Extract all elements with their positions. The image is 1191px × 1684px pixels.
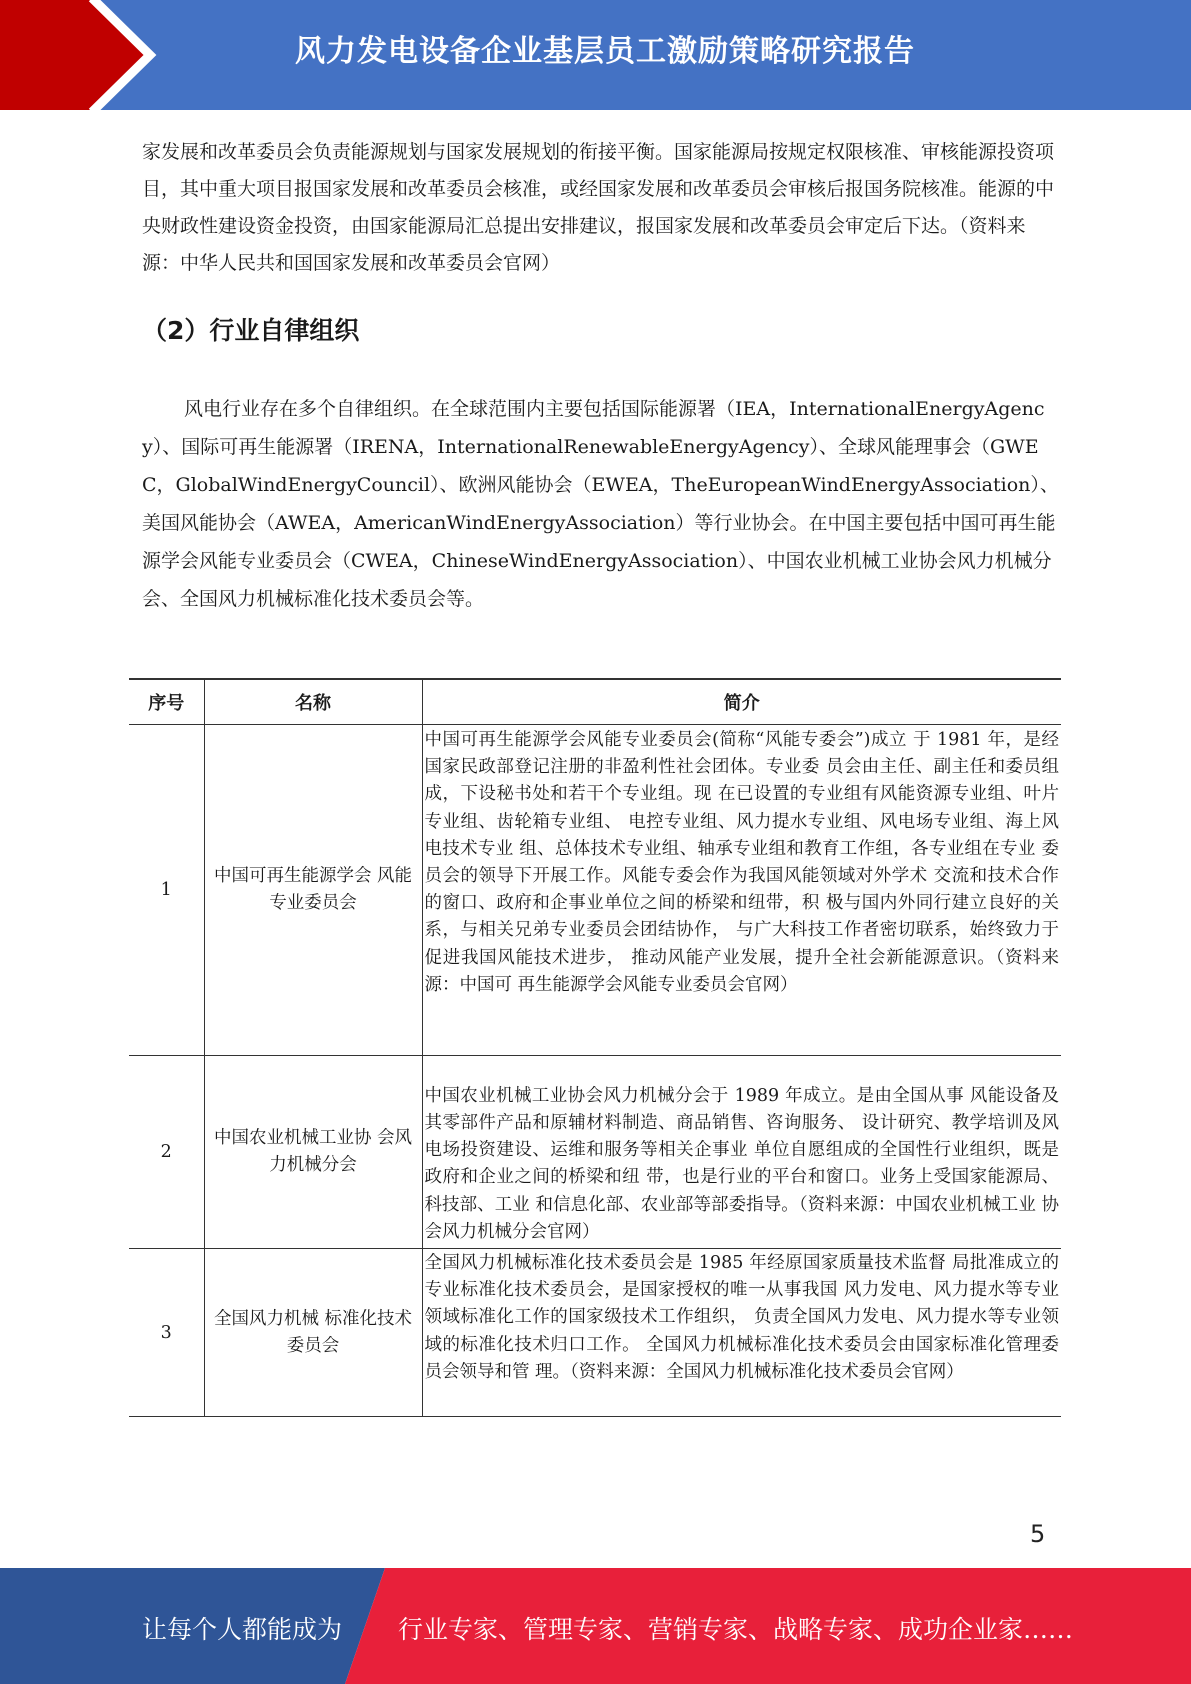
organization-name: 中国农业机械工业协 会风力机械分会 xyxy=(204,1056,422,1249)
section-heading: （2）行业自律组织 xyxy=(142,316,360,345)
report-title: 风力发电设备企业基层员工激励策略研究报告 xyxy=(295,34,915,69)
body-paragraph-2: 风电行业存在多个自律组织。在全球范围内主要包括国际能源署（IEA，InternationalEnergyAgency）、国际可再生能源署（IRENA，InternationalRenewableEnergyAgency）、全球风能理事会（GWEC，GlobalWindEnergyCouncil）、欧洲风能协会（EWEA，TheEuropeanWindEnergyAssociation）、美国风能协会（AWEA，AmericanWindEnergyAssociation）等行业协会。在中国主要包括中国可再生能源学会风能专业委员会（CWEA，ChineseWindEnergyAssociation）、中国农业机械工业协会风力机械分会、全国风力机械标准化技术委员会等。 xyxy=(142,398,1059,610)
header-arrow-decoration xyxy=(0,0,160,110)
row-number: 3 xyxy=(129,1249,204,1417)
row-number: 2 xyxy=(129,1056,204,1249)
organization-description: 中国农业机械工业协会风力机械分会于 1989 年成立。是由全国从事 风能设备及其零部件产品和原辅材料制造、商品销售、咨询服务、 设计研究、教学培训及风电场投资建设、运维和服务等相关企事业 单位自愿组成的全国性行业组织，既是政府和企业之间的桥梁和纽 带，也是行业的平台和窗口。业务上受国家能源局、科技部、工业 和信息化部、农业部等部委指导。（资料来源：中国农业机械工业 协会风力机械分会官网） xyxy=(422,1056,1061,1249)
organization-description: 全国风力机械标准化技术委员会是 1985 年经原国家质量技术监督 局批准成立的专业标准化技术委员会，是国家授权的唯一从事我国 风力发电、风力提水等专业领域标准化工作的国家级技术工作组织， 负责全国风力发电、风力提水等专业领域的标准化技术归口工作。 全国风力机械标准化技术委员会由国家标准化管理委员会领导和管 理。（资料来源：全国风力机械标准化技术委员会官网） xyxy=(422,1249,1061,1417)
page-header xyxy=(0,0,1191,110)
organization-description: 中国可再生能源学会风能专业委员会(简称“风能专委会”)成立 于 1981 年，是经国家民政部登记注册的非盈利性社会团体。专业委 员会由主任、副主任和委员组成，下设秘书处和若干个专业组。现 在已设置的专业组有风能资源专业组、叶片专业组、齿轮箱专业组、 电控专业组、风力提水专业组、风电场专业组、海上风电技术专业 组、总体技术专业组、轴承专业组和教育工作组，各专业组在专业 委员会的领导下开展工作。风能专委会作为我国风能领域对外学术 交流和技术合作的窗口、政府和企事业单位之间的桥梁和纽带，积 极与国内外同行建立良好的关系，与相关兄弟专业委员会团结协作， 与广大科技工作者密切联系，始终致力于促进我国风能技术进步， 推动风能产业发展，提升全社会新能源意识。（资料来源：中国可 再生能源学会风能专业委员会官网） xyxy=(422,725,1061,1056)
column-header-name: 名称 xyxy=(204,679,422,725)
body-paragraph-1: 家发展和改革委员会负责能源规划与国家发展规划的衔接平衡。国家能源局按规定权限核准、审核能源投资项目，其中重大项目报国家发展和改革委员会核准，或经国家发展和改革委员会审核后报国务院核准。能源的中央财政性建设资金投资，由国家能源局汇总提出安排建议，报国家发展和改革委员会审定后下达。（资料来源：中华人民共和国国家发展和改革委员会官网） xyxy=(142,141,1055,274)
table-row xyxy=(129,1056,1061,1249)
table-row xyxy=(129,1249,1061,1417)
organizations-table xyxy=(129,678,1061,1417)
page-footer xyxy=(0,1568,1191,1684)
footer-slogan-left: 让每个人都能成为 xyxy=(142,1615,343,1644)
column-header-number: 序号 xyxy=(129,679,204,725)
footer-slogan-right: 行业专家、管理专家、营销专家、战略专家、成功企业家…… xyxy=(398,1615,1074,1644)
page-number: 5 xyxy=(1030,1520,1046,1548)
table-header-row xyxy=(129,679,1061,725)
organization-name: 全国风力机械 标准化技术委员会 xyxy=(204,1249,422,1417)
table-row xyxy=(129,725,1061,1056)
organization-name: 中国可再生能源学会 风能专业委员会 xyxy=(204,725,422,1056)
column-header-description: 简介 xyxy=(422,679,1061,725)
row-number: 1 xyxy=(129,725,204,1056)
